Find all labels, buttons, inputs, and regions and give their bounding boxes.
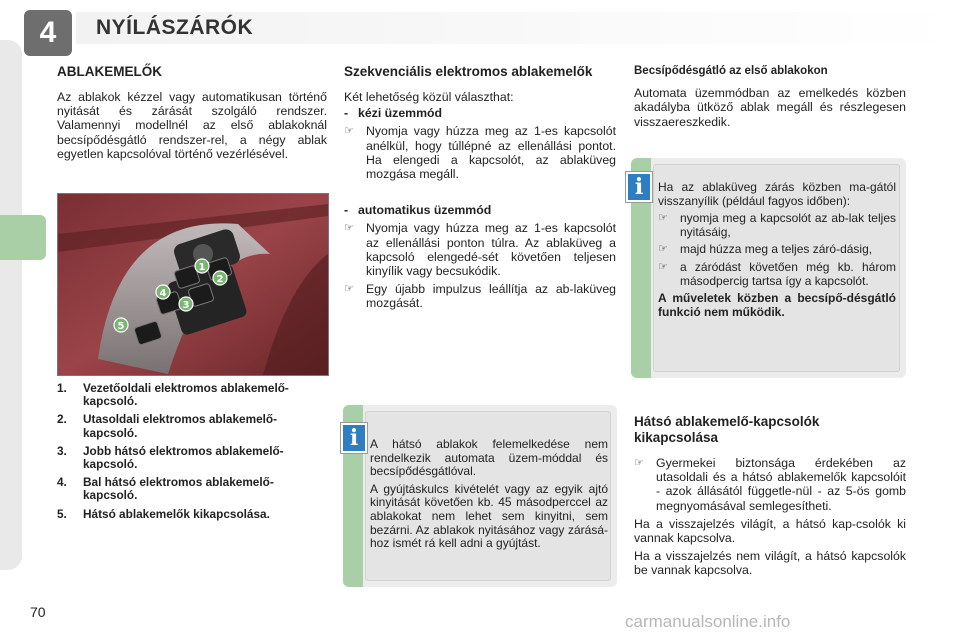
info-icon: i [626, 172, 652, 202]
window-lifts-intro: Az ablakok kézzel vagy automatikusan történő nyitását és zárását szolgáló rendszer. Valamennyi modellnél az első ablakoknál becsípődésgátló rendszer-rel, a négy ablak egyetlen kapcsolóval történő vezérlésével. [57, 90, 327, 161]
hand-pointer-icon: ☞ [344, 125, 354, 138]
list-item: 5. Hátsó ablakemelők kikapcsolása. [57, 506, 270, 521]
chapter-number: 4 [24, 10, 72, 56]
switch-label-5: 5 [117, 321, 125, 332]
switch-label-2: 2 [216, 274, 224, 285]
door-panel-illustration [58, 194, 328, 375]
choose-intro: Két lehetőség közül választhat: [344, 90, 514, 104]
rear-switch-bullet: ☞ Gyermekei biztonsága érdekében az utasoldali és a hátsó ablakemelők kapcsolóit - azok állásától függetle-nül - az 5-ös gomb megnyomásával semlegesítheti. [634, 456, 906, 513]
switch-label-1: 1 [198, 262, 206, 273]
rear-switch-heading: Hátsó ablakemelő-kapcsolók kikapcsolása [634, 414, 820, 445]
auto-mode-bullet-1: ☞ Nyomja vagy húzza meg az 1-es kapcsolót az ellenállási ponton túlra. Az ablaküveg a kapcsoló elengedé-sét követően teljesen kinyílik vagy becsukódik. [344, 221, 616, 279]
manual-mode-bullet: ☞ Nyomja vagy húzza meg az 1-es kapcsolót anélkül, hogy túllépné az ellenállási pontot. Ha elengedi a kapcsolót, az ablaküveg mozgása megáll. [344, 124, 616, 182]
section-heading-sequential: Szekvenciális elektromos ablakemelők [344, 64, 593, 79]
switch-label-3: 3 [182, 300, 190, 311]
list-item: 2. Utasoldali elektromos ablakemelő-kapcsoló. [57, 412, 278, 440]
anti-pinch-text: Automata üzemmódban az emelkedés közben akadályba ütköző ablak megáll és részlegesen visszaereszkedik. [634, 86, 906, 129]
left-margin-tab [0, 40, 22, 570]
anti-pinch-heading: Becsípődésgátló az első ablakokon [634, 65, 828, 77]
auto-mode-bullet-2: ☞ Egy újabb impulzus leállítja az ab-laküveg mozgását. [344, 282, 616, 311]
door-switch-photo [57, 193, 329, 376]
page-number: 70 [30, 604, 46, 620]
left-column [57, 64, 327, 165]
list-item: 4. Bal hátsó elektromos ablakemelő-kapcsoló. [57, 475, 274, 503]
right-column-top [634, 64, 906, 133]
right-column-bottom: Hátsó ablakemelő-kapcsolók kikapcsolása ☞ Gyermekei biztonsága érdekében az utasoldali és a hátsó ablakemelők kapcsolóit - azok állásától függetle-nül - az 5-ös gomb megnyomásával semlegesítheti. Ha a visszajelzés világít, a hátsó kap-csolók ki vannak kapcsolva. Ha a visszajelzés nem világít, a hátsó kapcsolók be vannak kapcsolva. [634, 414, 906, 578]
info-text-anti-pinch: Ha az ablaküveg zárás közben ma-gától visszanyílik (például fagyos időben): ☞ nyomja meg a kapcsolót az ab-lak teljes nyitásáig, ☞ majd húzza meg a teljes záró-dásig, ☞ a záródást követően még kb. három másodpercig tartsa így a kapcsolót. A műveletek közben a becsípő-désgátló funkció nem működik. [658, 180, 896, 319]
manual-mode-heading: - kézi üzemmód [344, 106, 443, 121]
auto-mode-heading: - automatikus üzemmód [344, 203, 492, 218]
watermark: carmanualsonline.info [625, 612, 791, 631]
hand-pointer-icon: ☞ [344, 222, 354, 235]
switch-legend-list [57, 382, 327, 526]
chapter-title: NYÍLÁSZÁRÓK [96, 16, 254, 39]
info-icon: i [341, 423, 367, 453]
info-text-rear-windows: A hátsó ablakok felemelkedése nem rendelkezik automata üzem-móddal és becsípődésgátlóval. A gyújtáskulcs kivételét vagy az egyik ajtó kinyitását követően kb. 45 másodperccel az ablakokat nem lehet sem kinyitni, sem bezárni. Az ablakok nyitásához vagy zárásá-hoz ismét rá kell adni a gyújtást. [370, 437, 608, 551]
hand-pointer-icon: ☞ [658, 212, 668, 225]
hand-pointer-icon: ☞ [344, 283, 354, 296]
hand-pointer-icon: ☞ [658, 260, 668, 273]
hand-pointer-icon: ☞ [658, 243, 668, 256]
middle-column [344, 64, 616, 315]
list-item: 3. Jobb hátsó elektromos ablakemelő-kapcsoló. [57, 443, 284, 472]
list-item: 1. Vezetőoldali elektromos ablakemelő-kapcsoló. [57, 381, 289, 409]
chapter-color-tab [0, 215, 46, 260]
hand-pointer-icon: ☞ [634, 457, 644, 469]
switch-label-4: 4 [159, 288, 167, 299]
anti-pinch-warning: A műveletek közben a becsípő-désgátló funkció nem működik. [658, 291, 896, 319]
section-heading-window-lifts: ABLAKEMELŐK [57, 64, 162, 79]
